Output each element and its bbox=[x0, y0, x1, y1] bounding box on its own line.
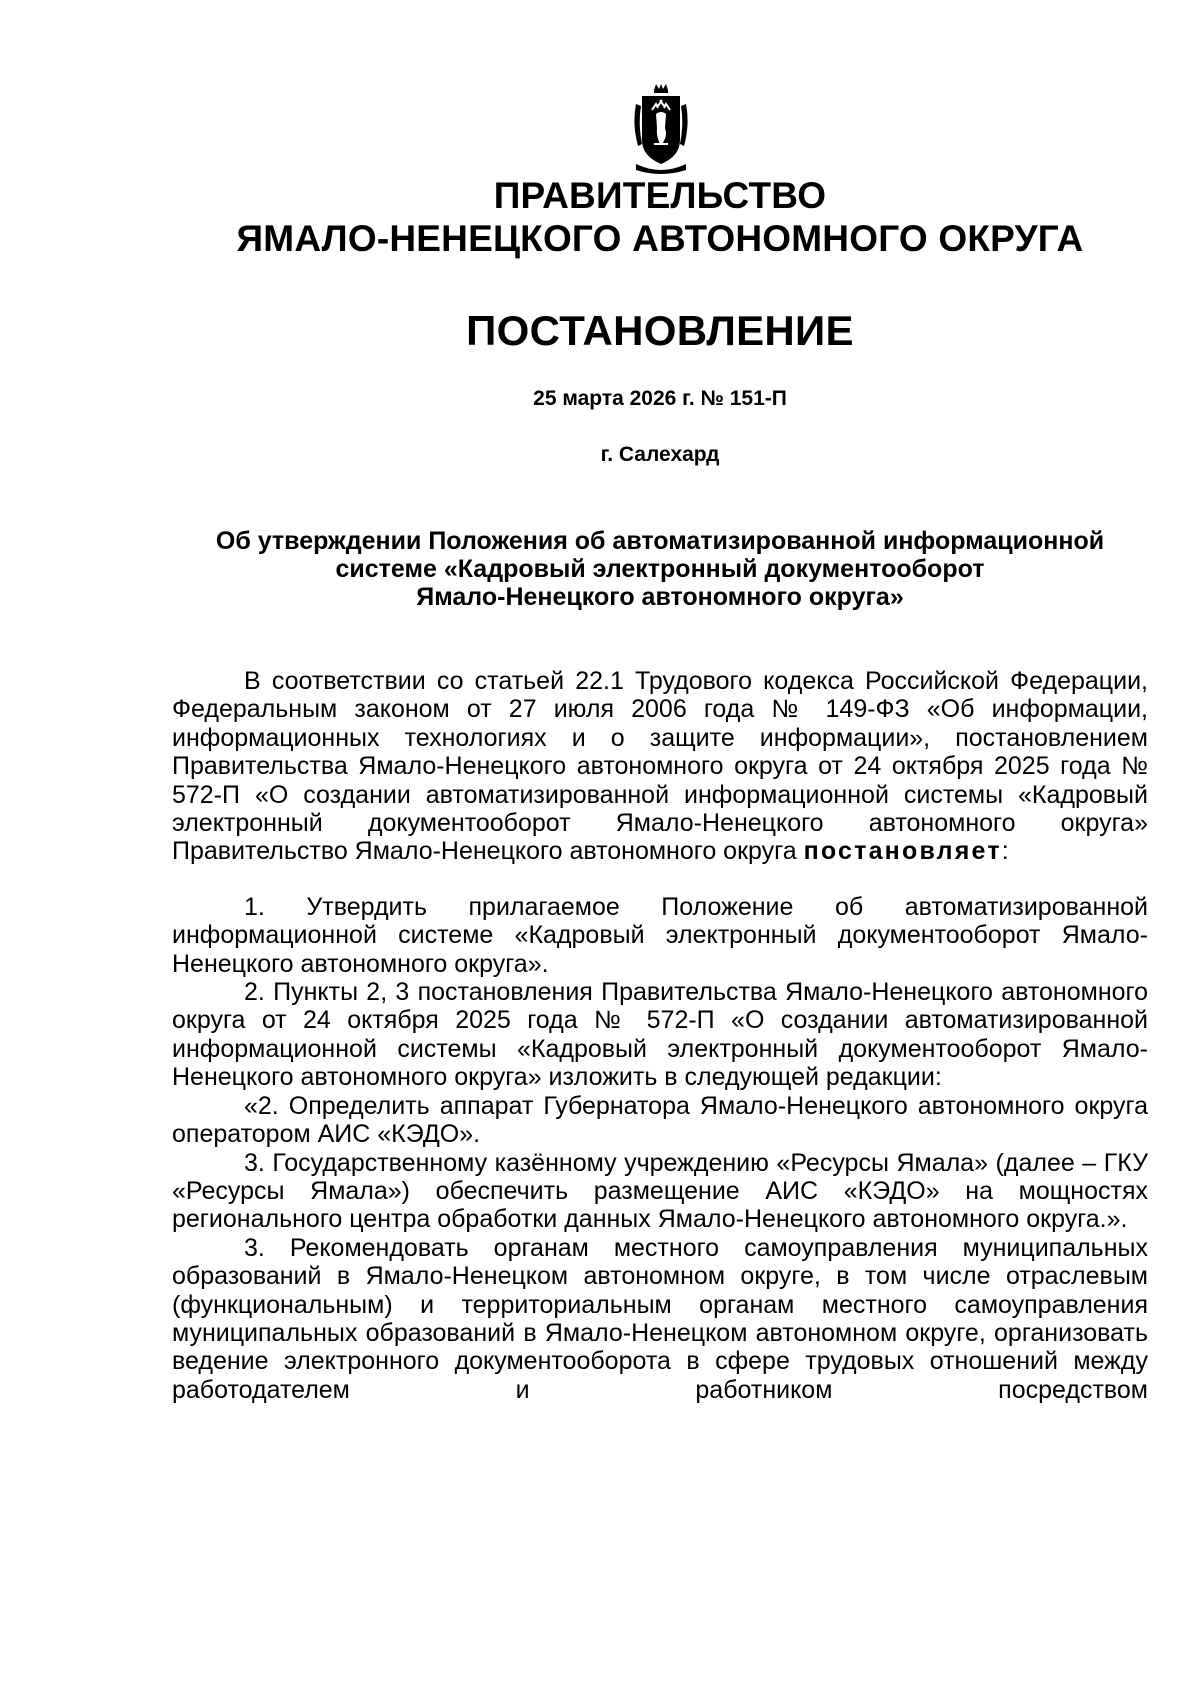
item-3: 3. Рекомендовать органам местного самоуправления муниципальных образований в Ямало-Ненецком автономном округе, в том числе отраслевым (функциональным) и территориальным органам местного самоуправления муниципальных образований в Ямало-Ненецком автономном округе, организовать ведение электронного документооборота в сфере трудовых отношений между работодателем и работником посредством bbox=[172, 1233, 1148, 1404]
coat-of-arms-icon bbox=[632, 84, 690, 178]
subject-line1: Об утверждении Положения об автоматизированной информационной bbox=[215, 527, 1105, 555]
item-1: 1. Утвердить прилагаемое Положение об автоматизированной информационной системе «Кадровый электронный документооборот Ямало-Ненецкого автономного округа». bbox=[172, 892, 1148, 978]
document-body bbox=[172, 667, 1148, 1404]
government-title-line2: ЯМАЛО-НЕНЕЦКОГО АВТОНОМНОГО ОКРУГА bbox=[236, 218, 1084, 259]
item-2-quote-2: «2. Определить аппарат Губернатора Ямало-Ненецкого автономного округа оператором АИС «КЭДО». bbox=[172, 1091, 1148, 1149]
item-2: 2. Пункты 2, 3 постановления Правительства Ямало-Ненецкого автономного округа от 24 октября 2025 года № 572-П «О создании автоматизированной информационной системы «Кадровый электронный документооборот Ямало-Ненецкого автономного округа» изложить в следующей редакции: bbox=[172, 978, 1148, 1092]
preamble-end: : bbox=[1001, 837, 1009, 866]
preamble-keyword: постановляет bbox=[803, 837, 1002, 866]
preamble-paragraph bbox=[172, 667, 1148, 866]
document-type: ПОСТАНОВЛЕНИЕ bbox=[466, 307, 854, 354]
item-2-quote-3: 3. Государственному казённому учреждению «Ресурсы Ямала» (далее – ГКУ «Ресурсы Ямала») обеспечить размещение АИС «КЭДО» на мощностях регионального центра обработки данных Ямало-Ненецкого автономного округа.». bbox=[172, 1148, 1148, 1234]
preamble-text: В соответствии со статьей 22.1 Трудового кодекса Российской Федерации, Федеральным законом от 27 июля 2006 года № 149-ФЗ «Об информации, информационных технологиях и о защите информации», постановлением Правительства Ямало-Ненецкого автономного округа от 24 октября 2025 года № 572-П «О создании автоматизированной информационной системы «Кадровый электронный документооборот Ямало-Ненецкого автономного округа» Правительство Ямало-Ненецкого автономного округа bbox=[172, 667, 1148, 866]
city: г. Салехард bbox=[600, 443, 720, 466]
subject-line3: Ямало-Ненецкого автономного округа» bbox=[416, 583, 904, 611]
date-and-number: 25 марта 2026 г. № 151-П bbox=[533, 387, 787, 410]
subject-line2: системе «Кадровый электронный документооборот bbox=[335, 555, 985, 583]
government-title-line1: ПРАВИТЕЛЬСТВО bbox=[493, 175, 827, 216]
